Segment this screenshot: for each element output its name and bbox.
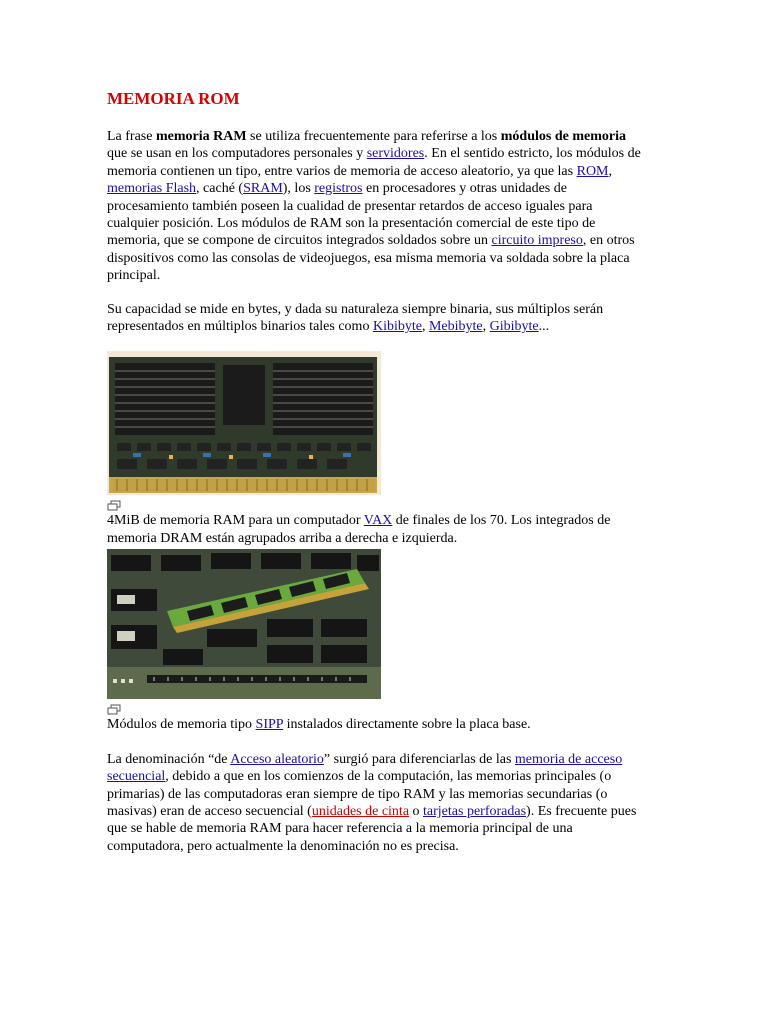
- text: . En el sentido estricto, los módulos de memoria contienen un tipo, entre varios de memoria de acceso aleatorio, ya que las: [107, 146, 641, 179]
- caption-vax: [107, 512, 647, 547]
- expand-image-icon[interactable]: [107, 703, 121, 716]
- page-title: MEMORIA ROM: [107, 89, 240, 108]
- text: La frase: [107, 129, 156, 144]
- paragraph-intro: [107, 128, 647, 285]
- text: instalados directamente sobre la placa base.: [283, 717, 531, 733]
- text: La denominación “de: [107, 751, 231, 767]
- article: [107, 88, 647, 855]
- text: ), los: [282, 181, 315, 197]
- link-circuito-impreso[interactable]: circuito impreso: [491, 233, 583, 249]
- text: o: [409, 803, 424, 819]
- text: en procesadores y otras unidades de procesamiento también poseen la cualidad de presentar retardos de acceso iguales para cualquier posición. Los módulos de RAM son la presentación comercial de este tipo de memoria, que se compone de circuitos integrados soldados sobre un: [107, 181, 596, 249]
- bold-term: módulos de memoria: [500, 129, 626, 144]
- link-mebibyte[interactable]: Mebibyte: [428, 319, 483, 335]
- caption-sipp: [107, 716, 647, 733]
- link-gibibyte[interactable]: Gibibyte: [489, 319, 539, 335]
- link-memorias-flash[interactable]: memorias Flash: [107, 181, 197, 197]
- bold-term: memoria RAM: [155, 129, 247, 144]
- expand-image-icon[interactable]: [107, 499, 121, 512]
- text: Módulos de memoria tipo: [107, 717, 256, 733]
- text: ). Es frecuente pues que se hable de memoria RAM para hacer referencia a la memoria principal de una computadora, pero actualmente la denominación no es precisa.: [107, 803, 637, 854]
- figure-sipp: [107, 549, 647, 733]
- text: , debido a que en los comienzos de la computación, las memorias principales (o primarias) de las computadoras eran siempre de tipo RAM y las memorias secundarias (o masivas) eran de acceso secuencial (: [107, 769, 612, 819]
- text: ,: [421, 319, 429, 335]
- text: 4MiB de memoria RAM para un computador: [107, 513, 364, 529]
- link-acceso-aleatorio[interactable]: Acceso aleatorio: [230, 751, 324, 767]
- text: que se usan en los computadores personales y: [107, 146, 367, 162]
- paragraph-denominacion: [107, 751, 647, 855]
- text: Su capacidad se mide en bytes, y dada su naturaleza siempre binaria, sus múltiplos serán representados en múltiplos binarios tales como: [107, 301, 604, 335]
- text: de finales de los 70. Los integrados de memoria DRAM están agrupados arriba a derecha e izquierda.: [107, 513, 611, 546]
- link-servidores[interactable]: servidores: [366, 146, 425, 162]
- sipp-modules-image[interactable]: [107, 549, 381, 699]
- text: ,: [608, 163, 613, 179]
- link-vax[interactable]: VAX: [363, 513, 393, 529]
- text: ” surgió para diferenciarlas de las: [323, 751, 515, 767]
- text: , caché (: [196, 181, 244, 197]
- link-sram[interactable]: SRAM: [243, 181, 283, 197]
- text: se utiliza frecuentemente para referirse a los: [246, 129, 501, 144]
- figure-vax-ram: [107, 351, 647, 547]
- link-memoria-acceso-secuencial[interactable]: memoria de acceso secuencial: [107, 751, 623, 785]
- link-kibibyte[interactable]: Kibibyte: [372, 319, 422, 335]
- link-tarjetas-perforadas[interactable]: tarjetas perforadas: [423, 803, 527, 819]
- link-unidades-de-cinta[interactable]: unidades de cinta: [311, 803, 410, 819]
- link-rom[interactable]: ROM: [576, 163, 609, 179]
- paragraph-capacity: [107, 301, 647, 336]
- link-registros[interactable]: registros: [314, 181, 363, 197]
- text: ,: [482, 319, 490, 335]
- link-sipp[interactable]: SIPP: [255, 717, 284, 733]
- vax-ram-board-image[interactable]: [107, 351, 381, 495]
- text: , en otros dispositivos como las consolas de videojuegos, esa misma memoria va soldada sobre la placa principal.: [107, 233, 635, 284]
- text: ...: [538, 319, 550, 335]
